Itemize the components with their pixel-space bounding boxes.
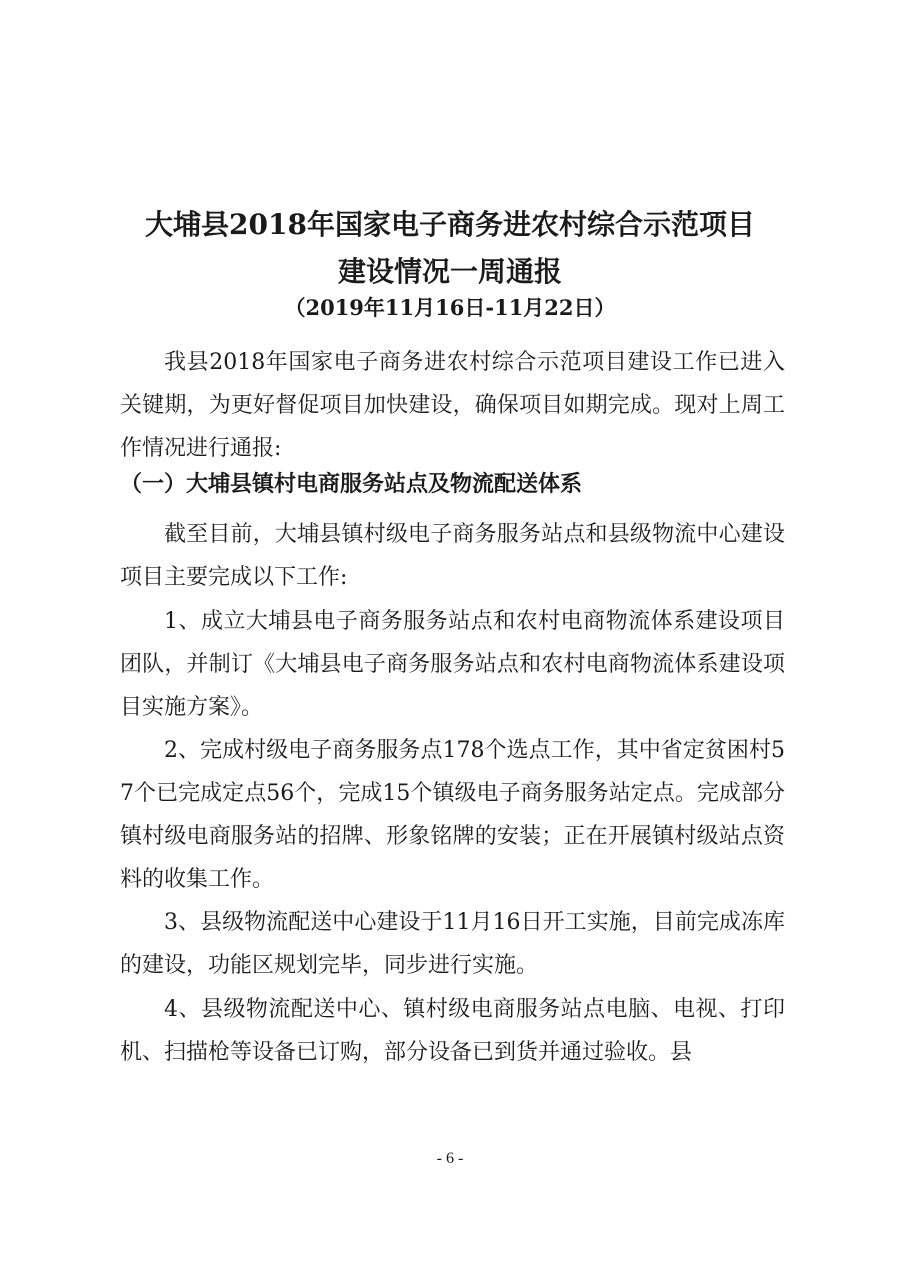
page-number: - 6 - xyxy=(436,1150,464,1167)
report-date-range: （2019年11月16日-11月22日） xyxy=(284,295,616,320)
work-item-1: 1、成立大埔县电子商务服务站点和农村电商物流体系建设项目团队，并制订《大埔县电子商务服务站点和农村电商物流体系建设项目实施方案》。 xyxy=(120,609,785,720)
document-title-line-2: 建设情况一周通报 xyxy=(337,255,562,288)
section-1-heading: （一）大埔县镇村电商服务站点及物流配送体系 xyxy=(120,472,583,497)
work-item-3: 3、县级物流配送中心建设于11月16日开工实施，目前完成冻库的建设，功能区规划完毕，同步进行实施。 xyxy=(120,910,785,978)
work-item-2: 2、完成村级电子商务服务点178个选点工作，其中省定贫困村57个已完成定点56个，完成15个镇级电子商务服务站定点。完成部分镇村级电商服务站的招牌、形象铭牌的安装；正在开展镇村级站点资料的收集工作。 xyxy=(120,738,785,892)
intro-paragraph: 我县2018年国家电子商务进农村综合示范项目建设工作已进入关键期，为更好督促项目加快建设，确保项目如期完成。现对上周工作情况进行通报: xyxy=(120,350,785,461)
work-item-4: 4、县级物流配送中心、镇村级电商服务站点电脑、电视、打印机、扫描枪等设备已订购，部分设备已到货并通过验收。县 xyxy=(120,997,785,1065)
document-title-line-1: 大埔县2018年国家电子商务进农村综合示范项目 xyxy=(145,208,755,241)
section-1-lead-paragraph: 截至目前，大埔县镇村级电子商务服务站点和县级物流中心建设项目主要完成以下工作: xyxy=(120,522,785,590)
